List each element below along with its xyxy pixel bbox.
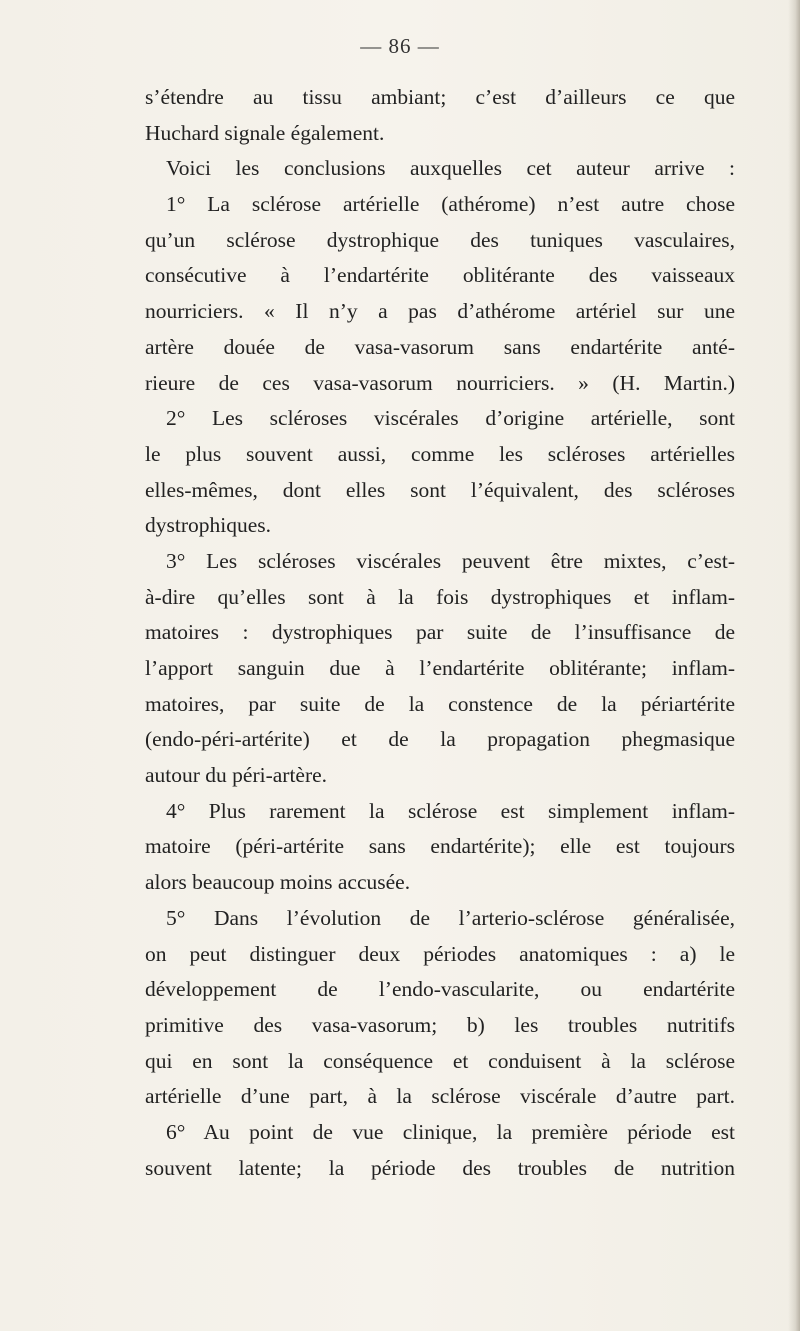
text-line: 4° Plus rarement la sclérose est simplement inflam- xyxy=(166,798,735,823)
text-line: 1° La sclérose artérielle (athérome) n’est autre chose xyxy=(166,192,735,217)
text-line: artérielle d’une part, à la sclérose viscérale d’autre part. xyxy=(145,1084,735,1109)
page-edge-shadow xyxy=(788,0,800,1331)
body-text xyxy=(145,80,735,1186)
text-line: développement de l’endo-vascularite, ou endartérite xyxy=(145,977,735,1002)
text-line: 6° Au point de vue clinique, la première période est xyxy=(166,1119,735,1144)
page-number: — 86 — xyxy=(360,34,440,58)
text-line: matoire (péri-artérite sans endartérite); elle est toujours xyxy=(145,834,735,859)
text-line: s’étendre au tissu ambiant; c’est d’ailleurs ce que xyxy=(145,85,735,109)
text-line: alors beaucoup moins accusée. xyxy=(145,870,411,895)
text-line: souvent latente; la période des troubles de nutrition xyxy=(145,1155,735,1180)
text-line: à-dire qu’elles sont à la fois dystrophiques et inflam- xyxy=(145,584,735,609)
text-line: l’apport sanguin due à l’endartérite oblitérante; inflam- xyxy=(145,656,735,680)
text-line: qu’un sclérose dystrophique des tuniques vasculaires, xyxy=(145,227,735,252)
text-line: primitive des vasa-vasorum; b) les troubles nutritifs xyxy=(145,1012,735,1037)
text-line: autour du péri-artère. xyxy=(145,763,328,788)
text-line: dystrophiques. xyxy=(145,513,272,538)
text-line: nourriciers. « Il n’y a pas d’athérome artériel sur une xyxy=(145,299,735,324)
text-line: 2° Les scléroses viscérales d’origine artérielle, sont xyxy=(166,406,735,431)
text-line: 3° Les scléroses viscérales peuvent être mixtes, c’est- xyxy=(166,548,735,573)
text-line: consécutive à l’endartérite oblitérante des vaisseaux xyxy=(145,263,735,288)
text-line: artère douée de vasa-vasorum sans endartérite anté- xyxy=(145,334,735,359)
text-line: elles-mêmes, dont elles sont l’équivalent, des scléroses xyxy=(145,477,735,502)
text-line: le plus souvent aussi, comme les scléroses artérielles xyxy=(145,441,735,466)
text-line: 5° Dans l’évolution de l’arterio-sclérose généralisée, xyxy=(166,905,735,930)
text-line: on peut distinguer deux périodes anatomiques : a) le xyxy=(145,941,735,966)
text-line: Huchard signale également. xyxy=(145,120,385,145)
text-line: qui en sont la conséquence et conduisent à la sclérose xyxy=(145,1048,735,1073)
text-line: rieure de ces vasa-vasorum nourriciers. » (H. Martin.) xyxy=(145,370,735,395)
text-line: Voici les conclusions auxquelles cet auteur arrive : xyxy=(166,156,735,181)
text-line: matoires : dystrophiques par suite de l’insuffisance de xyxy=(145,620,735,645)
text-line: (endo-péri-artérite) et de la propagation phegmasique xyxy=(145,727,735,752)
text-line: matoires, par suite de la constence de la périartérite xyxy=(145,691,735,716)
